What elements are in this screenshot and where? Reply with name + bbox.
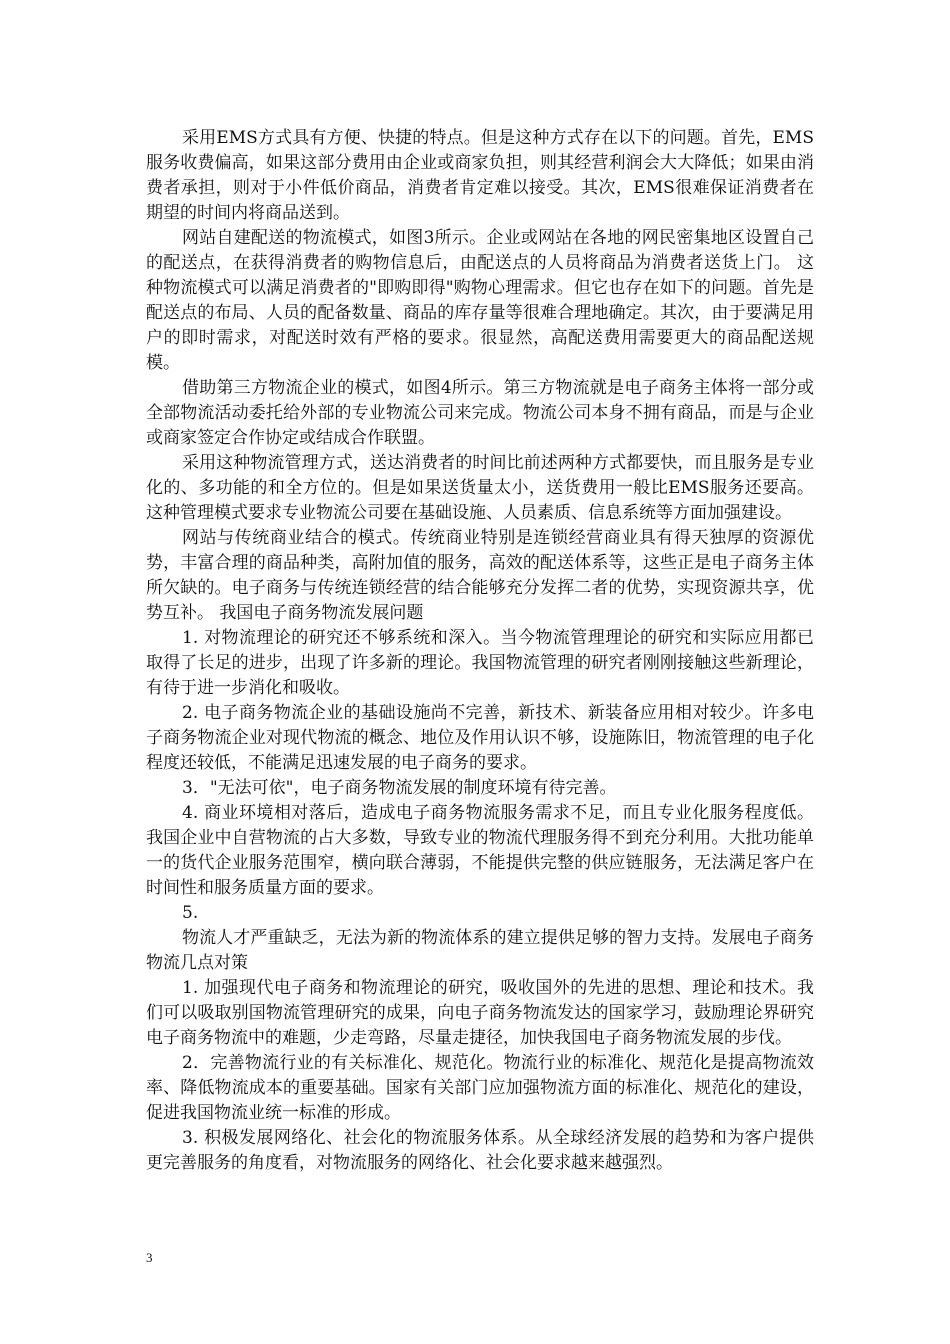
paragraph-problem-5-number: 5. bbox=[182, 903, 199, 923]
paragraph-third-party: 借助第三方物流企业的模式，如图4所示。第三方物流就是电子商务主体将一部分或全部物流活动委托给外部的专业物流公司来完成。物流公司本身不拥有商品，而是与企业或商家签定合作协定或结成合作联盟。 bbox=[146, 378, 814, 448]
paragraph-problem-5: 物流人才严重缺乏，无法为新的物流体系的建立提供足够的智力支持。发展电子商务物流几点对策 bbox=[146, 928, 814, 973]
paragraph-ems: 采用EMS方式具有方便、快捷的特点。但是这种方式存在以下的问题。首先，EMS服务收费偏高，如果这部分费用由企业或商家负担，则其经营利润会大大降低；如果由消费者承担，则对于小件低价商品，消费者肯定难以接受。其次，EMS很难保证消费者在期望的时间内将商品送到。 bbox=[146, 128, 814, 223]
paragraph-third-party-detail: 采用这种物流管理方式，送达消费者的时间比前述两种方式都要快，而且服务是专业化的、多功能的和全方位的。但是如果送货量太小，送货费用一般比EMS服务还要高。这种管理模式要求专业物流公司要在基础设施、人员素质、信息系统等方面加强建设。 bbox=[146, 453, 814, 523]
paragraph-problem-3: 3．"无法可依"，电子商务物流发展的制度环境有待完善。 bbox=[182, 778, 617, 798]
paragraph-self-delivery: 网站自建配送的物流模式，如图3所示。企业或网站在各地的网民密集地区设置自己的配送点，在获得消费者的购物信息后，由配送点的人员将商品为消费者送货上门。 这种物流模式可以满足消费者的"即购即得"购物心理需求。但它也存在如下的问题。首先是配送点的布局、人员的配备数量、商品的库存量等很难合理地确定。其次，由于要满足用户的即时需求，对配送时效有严格的要求。很显然，高配送费用需要更大的商品配送规模。 bbox=[146, 228, 814, 373]
paragraph-problem-4: 4. 商业环境相对落后，造成电子商务物流服务需求不足，而且专业化服务程度低。我国企业中自营物流的占大多数，导致专业的物流代理服务得不到充分利用。大批功能单一的货代企业服务范围窄，横向联合薄弱，不能提供完整的供应链服务，无法满足客户在时间性和服务质量方面的要求。 bbox=[146, 803, 814, 898]
paragraph-problem-2: 2. 电子商务物流企业的基础设施尚不完善，新技术、新装备应用相对较少。许多电子商务物流企业对现代物流的概念、地位及作用认识不够，设施陈旧，物流管理的电子化程度还较低，不能满足迅速发展的电子商务的要求。 bbox=[146, 703, 814, 773]
paragraph-measure-1: 1. 加强现代电子商务和物流理论的研究，吸收国外的先进的思想、理论和技术。我们可以吸取别国物流管理研究的成果，向电子商务物流发达的国家学习，鼓励理论界研究电子商务物流中的难题，少走弯路，尽量走捷径，加快我国电子商务物流发展的步伐。 bbox=[146, 978, 814, 1048]
paragraph-traditional-commerce: 网站与传统商业结合的模式。传统商业特别是连锁经营商业具有得天独厚的资源优势，丰富合理的商品种类，高附加值的服务，高效的配送体系等，这些正是电子商务主体所欠缺的。电子商务与传统连锁经营的结合能够充分发挥二者的优势，实现资源共享，优势互补。 我国电子商务物流发展问题 bbox=[146, 528, 814, 623]
paragraph-problem-1: 1. 对物流理论的研究还不够系统和深入。当今物流管理理论的研究和实际应用都已取得了长足的进步，出现了许多新的理论。我国物流管理的研究者刚刚接触这些新理论，有待于进一步消化和吸收。 bbox=[146, 628, 814, 698]
paragraph-measure-3: 3. 积极发展网络化、社会化的物流服务体系。从全球经济发展的趋势和为客户提供更完善服务的角度看，对物流服务的网络化、社会化要求越来越强烈。 bbox=[146, 1128, 814, 1173]
page-number: 3 bbox=[146, 1250, 153, 1265]
document-body bbox=[146, 126, 814, 1176]
paragraph-measure-2: 2．完善物流行业的有关标准化、规范化。物流行业的标准化、规范化是提高物流效率、降低物流成本的重要基础。国家有关部门应加强物流方面的标准化、规范化的建设，促进我国物流业统一标准的形成。 bbox=[146, 1053, 814, 1123]
